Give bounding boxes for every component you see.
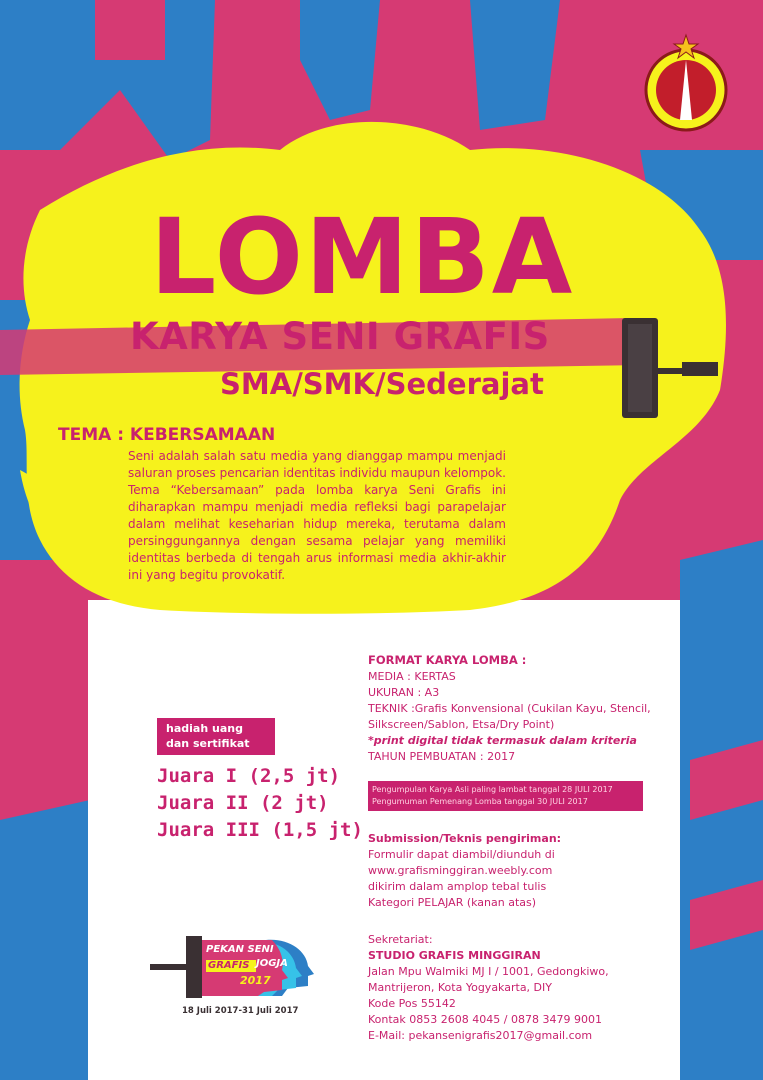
poster-title: LOMBA: [150, 196, 575, 318]
secretariat-section: [368, 932, 668, 1044]
theme-description: Seni adalah salah satu media yang dianggap mampu menjadi saluran proses pencarian identitas individu maupun kelompok. Tema “Kebersamaan” pada lomba karya Seni Grafis ini diharapkan mampu menjadi media refleksi bagi parapelajar dalam melihat keseharian hidup mereka, terutama dalam persinggungannya dengan sesama pelajar yang memiliki identitas berbeda di tengah arus informasi media akhir-akhir ini yang begitu provokatif.: [128, 449, 506, 582]
submission-line: dikirim dalam amplop tebal tulis: [368, 880, 547, 893]
format-technique-line2: Silkscreen/Sablon, Etsa/Dry Point): [368, 718, 555, 731]
theme-label: TEMA : KEBERSAMAAN: [58, 425, 276, 445]
secretariat-name: STUDIO GRAFIS MINGGIRAN: [368, 949, 541, 962]
format-section: [368, 652, 688, 765]
secretariat-label: Sekretariat:: [368, 933, 433, 946]
bg-blue-shape-left-bottom: [0, 800, 90, 1080]
prize-third: Juara III (1,5 jt): [157, 819, 363, 841]
education-level: SMA/SMK/Sederajat: [220, 367, 544, 401]
secretariat-address-line2: Mantrijeron, Kota Yogyakarta, DIY: [368, 981, 552, 994]
event-dates: 18 Juli 2017-31 Juli 2017: [182, 1006, 299, 1016]
bg-blue-shape-top-right: [470, 0, 560, 130]
format-year: TAHUN PEMBUATAN : 2017: [368, 750, 516, 763]
yogyakarta-emblem: [646, 35, 726, 130]
format-technique-line1: TEKNIK :Grafis Konvensional (Cukilan Kayu, Stencil,: [368, 702, 651, 715]
submission-section: [368, 831, 668, 911]
event-logo-line1: PEKAN SENI: [206, 944, 274, 955]
poster-subtitle: KARYA SENI GRAFIS: [130, 315, 550, 358]
prize-second: Juara II (2 jt): [157, 792, 329, 814]
format-size: UKURAN : A3: [368, 686, 440, 699]
logo-roller-icon: [150, 936, 202, 998]
bg-blue-shape-top-left: [0, 0, 215, 160]
prize-label: [157, 718, 275, 755]
event-logo: [148, 930, 328, 1020]
deadline-announcement: Pengumuman Pemenang Lomba tanggal 30 JULI 2017: [372, 797, 588, 806]
submission-line: Formulir dapat diambil/diunduh di: [368, 848, 555, 861]
event-logo-grafis: GRAFIS: [208, 960, 250, 971]
prize-label-line2: dan sertifikat: [166, 737, 250, 750]
format-note: *print digital tidak termasuk dalam kriteria: [368, 734, 637, 747]
secretariat-contact: Kontak 0853 2608 4045 / 0878 3479 9001: [368, 1013, 602, 1026]
submission-line: Kategori PELAJAR (kanan atas): [368, 896, 537, 909]
format-media: MEDIA : KERTAS: [368, 670, 456, 683]
event-logo-jogja: JOGJA: [256, 958, 288, 969]
submission-website-link[interactable]: www.grafisminggiran.weebly.com: [368, 864, 553, 877]
prize-list: [157, 765, 363, 841]
deadline-box: [368, 781, 643, 811]
secretariat-email[interactable]: E-Mail: pekansenigrafis2017@gmail.com: [368, 1029, 593, 1042]
submission-heading: Submission/Teknis pengiriman:: [368, 832, 562, 845]
event-logo-year: 2017: [240, 974, 271, 987]
bg-blue-shape-top-middle: [300, 0, 380, 120]
secretariat-address-line1: Jalan Mpu Walmiki MJ I / 1001, Gedongkiwo,: [368, 965, 609, 978]
secretariat-postcode: Kode Pos 55142: [368, 997, 456, 1010]
prize-label-line1: hadiah uang: [166, 722, 243, 735]
prize-first: Juara I (2,5 jt): [157, 765, 341, 787]
deadline-submission: Pengumpulan Karya Asli paling lambat tanggal 28 JULI 2017: [372, 785, 613, 794]
format-heading: FORMAT KARYA LOMBA :: [368, 653, 527, 667]
